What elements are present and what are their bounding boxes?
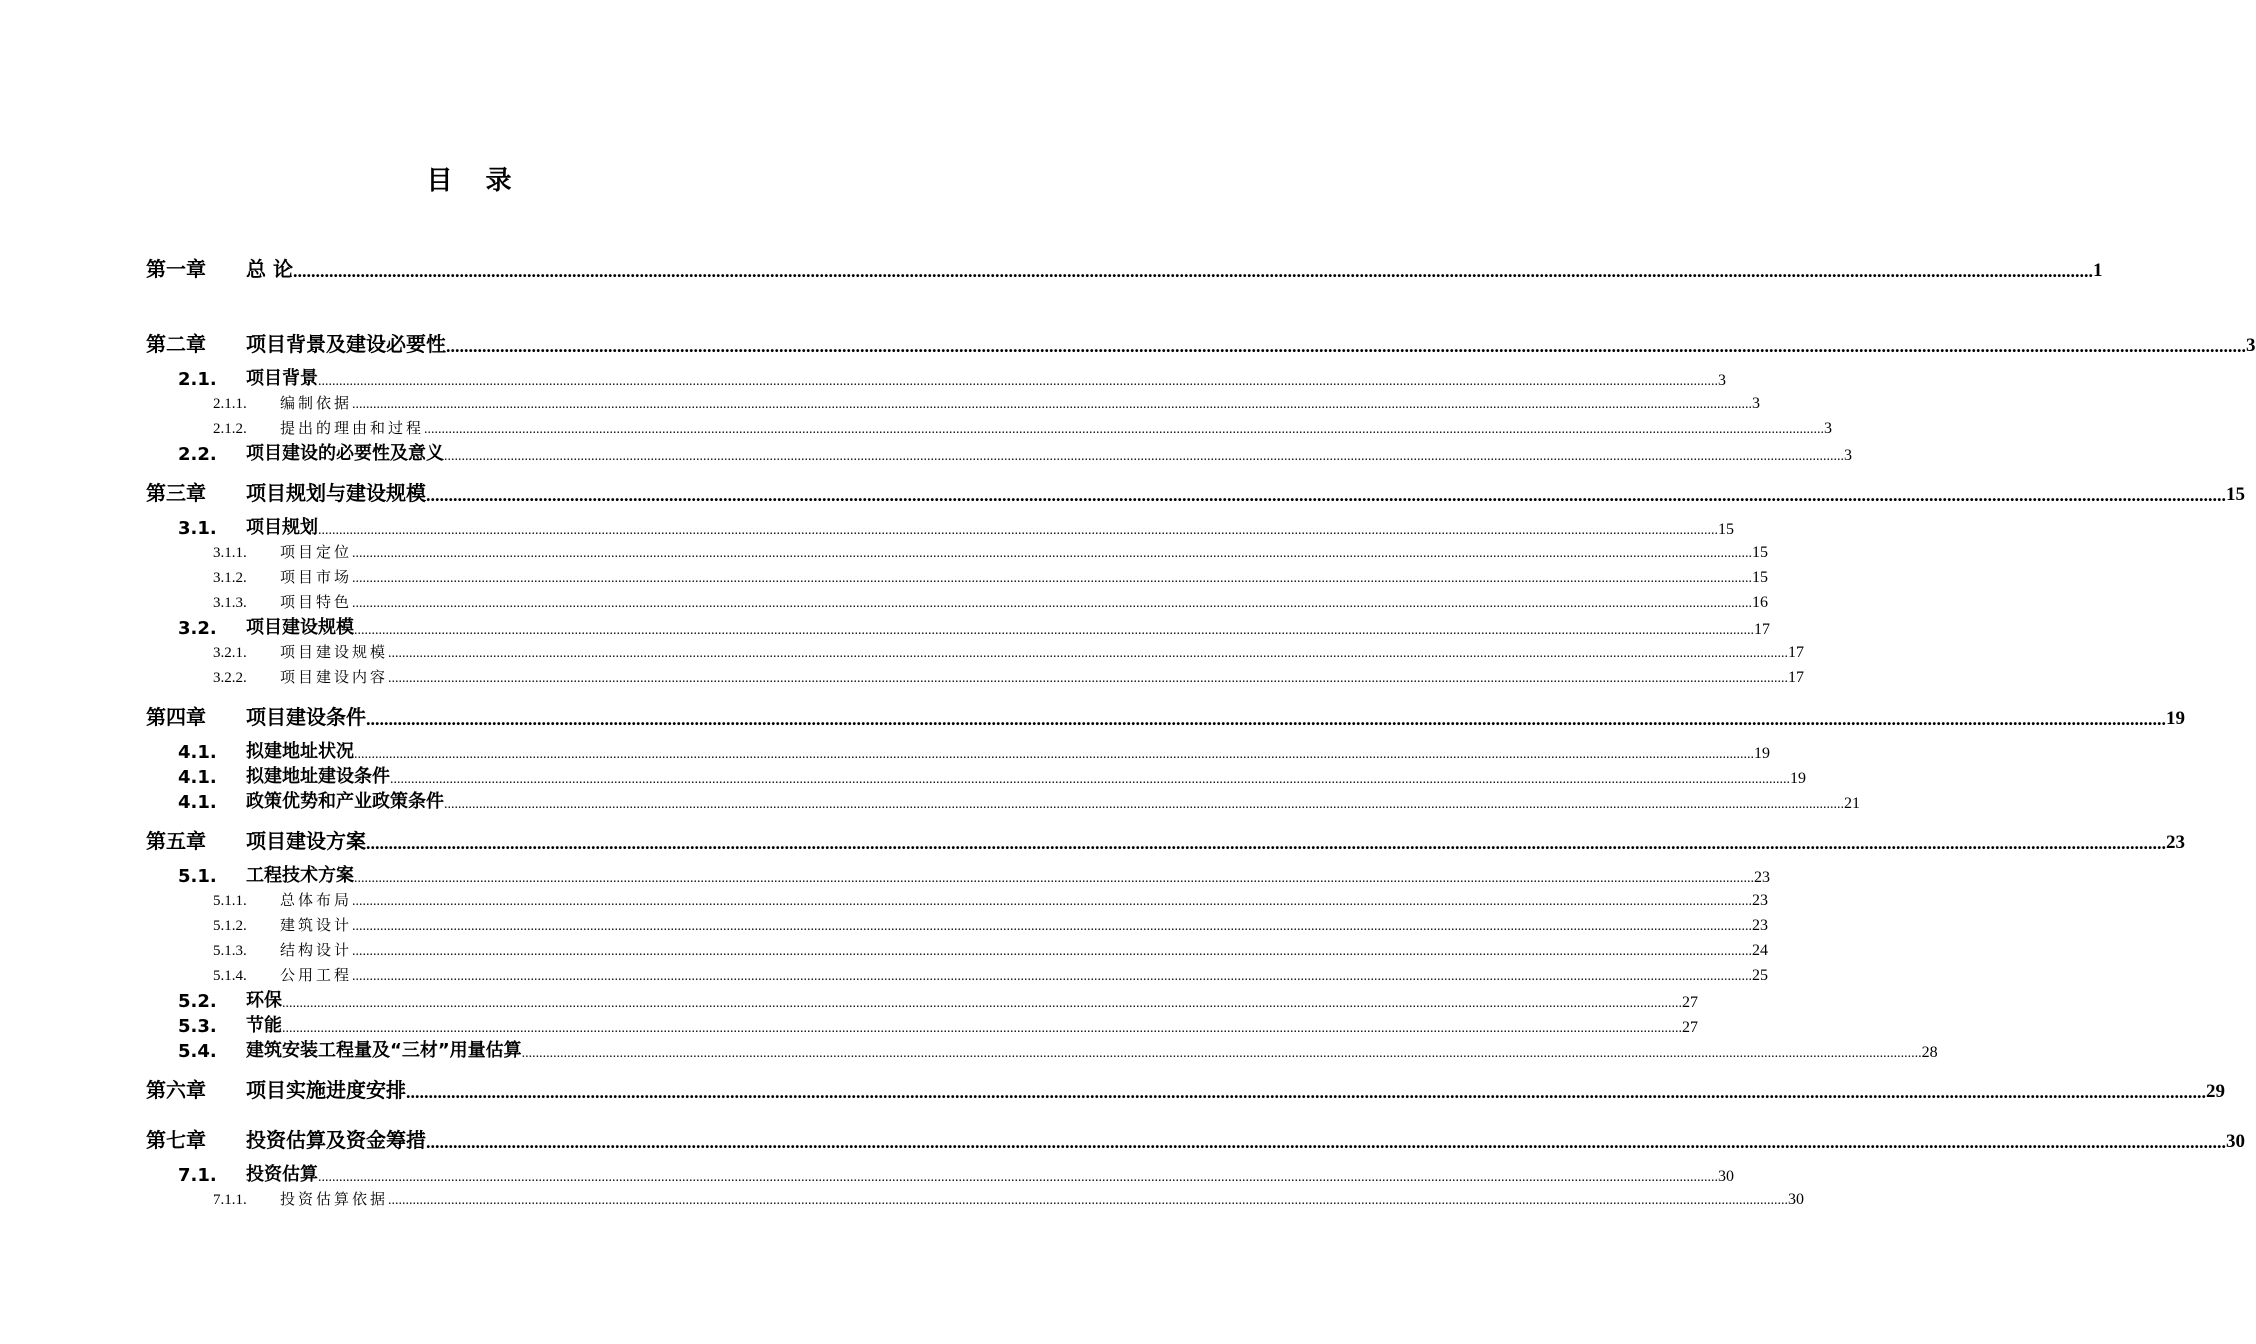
toc-entry-page: 17 <box>1788 669 1805 686</box>
toc-entry-number: 3.1.3. <box>213 595 247 611</box>
toc-entry-title: 投资估算 <box>246 1164 318 1185</box>
toc-entry-page: 30 <box>1788 1191 1805 1208</box>
toc-entry-title: 结构设计 <box>280 941 353 959</box>
toc-entry-page: 23 <box>1752 892 1769 909</box>
toc-entry-title: 编制依据 <box>280 394 353 412</box>
toc-entry-page: 15 <box>2226 484 2245 505</box>
toc-entry-level-2[interactable] <box>178 440 1852 465</box>
toc-entry-number: 7.1. <box>178 1165 217 1186</box>
dot-leader: ................................................................................................................................................................................................................................................................................................................................................................................................................ <box>292 261 2093 281</box>
dot-leader: ................................................................................................................................................................................................................................................................................................................................................................................................................ <box>388 671 1789 686</box>
toc-title: 目 录 <box>426 166 524 196</box>
toc-entry-number: 第六章 <box>146 1078 206 1102</box>
dot-leader: ................................................................................................................................................................................................................................................................................................................................................................................................................ <box>388 646 1789 661</box>
toc-entry-title: 项目背景及建设必要性 <box>246 332 446 356</box>
toc-entry-title: 项目建设内容 <box>280 668 389 686</box>
dot-leader: ................................................................................................................................................................................................................................................................................................................................................................................................................ <box>390 772 1790 787</box>
toc-entry-number: 4.1. <box>178 792 217 813</box>
toc-entry-title: 项目规划与建设规模 <box>246 481 426 505</box>
toc-entry-level-1[interactable] <box>146 1123 2245 1153</box>
toc-entry-level-3[interactable] <box>213 564 1769 587</box>
toc-entry-level-3[interactable] <box>213 589 1769 612</box>
toc-entry-title: 拟建地址状况 <box>246 741 354 762</box>
toc-entry-level-1[interactable] <box>146 327 2256 357</box>
dot-leader: ................................................................................................................................................................................................................................................................................................................................................................................................................ <box>282 1021 1682 1036</box>
toc-entry-page: 3 <box>1752 395 1761 412</box>
dot-leader: ................................................................................................................................................................................................................................................................................................................................................................................................................ <box>366 709 2166 729</box>
toc-entry-number: 5.1. <box>178 866 217 887</box>
toc-entry-title: 项目市场 <box>280 568 353 586</box>
toc-entry-title: 项目建设方案 <box>246 829 366 853</box>
dot-leader: ................................................................................................................................................................................................................................................................................................................................................................................................................ <box>352 944 1753 959</box>
toc-entry-level-3[interactable] <box>213 639 1805 662</box>
toc-entry-number: 2.1.2. <box>213 421 247 437</box>
toc-entry-level-1[interactable] <box>146 1073 2225 1103</box>
toc-entry-page: 25 <box>1752 967 1769 984</box>
toc-entry-level-1[interactable] <box>146 700 2185 730</box>
toc-entry-page: 21 <box>1844 795 1860 812</box>
toc-entry-level-2[interactable] <box>178 514 1734 539</box>
toc-entry-title: 项目建设条件 <box>246 705 366 729</box>
toc-entry-page: 16 <box>1752 594 1769 611</box>
toc-entry-page: 15 <box>1752 569 1769 586</box>
toc-entry-level-3[interactable] <box>213 415 1833 438</box>
toc-entry-page: 29 <box>2206 1081 2225 1102</box>
toc-entry-level-3[interactable] <box>213 887 1769 910</box>
dot-leader: ................................................................................................................................................................................................................................................................................................................................................................................................................ <box>388 1193 1789 1208</box>
toc-entry-number: 5.1.3. <box>213 943 247 959</box>
toc-entry-number: 第二章 <box>146 332 206 356</box>
toc-entry-number: 3.1.2. <box>213 570 247 586</box>
dot-leader: ................................................................................................................................................................................................................................................................................................................................................................................................................ <box>282 996 1682 1011</box>
toc-entry-page: 3 <box>1824 420 1833 437</box>
toc-entry-page: 27 <box>1682 1019 1698 1036</box>
toc-entry-number: 第四章 <box>146 705 206 729</box>
toc-entry-level-2[interactable] <box>178 614 1770 639</box>
toc-entry-level-2[interactable] <box>178 763 1806 788</box>
toc-entry-title: 项目建设的必要性及意义 <box>246 443 444 464</box>
toc-entry-page: 28 <box>1921 1044 1938 1061</box>
toc-entry-level-2[interactable] <box>178 738 1770 763</box>
toc-entry-title: 总 论 <box>246 257 293 281</box>
toc-entry-title: 项目建设规模 <box>280 643 389 661</box>
toc-entry-level-2[interactable] <box>178 1012 1698 1037</box>
dot-leader: ................................................................................................................................................................................................................................................................................................................................................................................................................ <box>318 523 1718 538</box>
toc-entry-title: 投资估算依据 <box>280 1190 389 1208</box>
toc-entry-page: 3 <box>1718 372 1726 389</box>
toc-entry-level-3[interactable] <box>213 664 1805 687</box>
toc-entry-title: 建筑设计 <box>280 916 353 934</box>
toc-entry-number: 2.1.1. <box>213 396 247 412</box>
toc-entry-number: 第七章 <box>146 1128 206 1152</box>
toc-entry-page: 24 <box>1752 942 1769 959</box>
dot-leader: ................................................................................................................................................................................................................................................................................................................................................................................................................ <box>444 449 1844 464</box>
toc-entry-number: 第三章 <box>146 481 206 505</box>
toc-entry-number: 3.2. <box>178 618 217 639</box>
dot-leader: ................................................................................................................................................................................................................................................................................................................................................................................................................ <box>366 833 2166 853</box>
toc-entry-number: 4.1. <box>178 742 217 763</box>
toc-entry-page: 23 <box>1752 917 1769 934</box>
toc-entry-number: 5.4. <box>178 1041 217 1062</box>
toc-entry-page: 17 <box>1754 621 1770 638</box>
toc-entry-page: 19 <box>1790 770 1806 787</box>
toc-entry-page: 23 <box>2166 832 2185 853</box>
toc-entry-level-3[interactable] <box>213 390 1761 413</box>
toc-entry-number: 2.1. <box>178 369 217 390</box>
toc-entry-number: 3.2.1. <box>213 645 247 661</box>
toc-entry-number: 4.1. <box>178 767 217 788</box>
toc-entry-number: 3.1. <box>178 518 217 539</box>
toc-entry-level-2[interactable] <box>178 862 1770 887</box>
toc-entry-page: 1 <box>2092 260 2103 281</box>
dot-leader: ................................................................................................................................................................................................................................................................................................................................................................................................................ <box>426 1132 2226 1152</box>
toc-entry-page: 3 <box>2246 335 2256 356</box>
toc-entry-title: 提出的理由和过程 <box>280 419 425 437</box>
toc-entry-level-3[interactable] <box>213 1186 1805 1209</box>
dot-leader: ................................................................................................................................................................................................................................................................................................................................................................................................................ <box>352 571 1753 586</box>
dot-leader: ................................................................................................................................................................................................................................................................................................................................................................................................................ <box>354 623 1754 638</box>
toc-entry-title: 项目定位 <box>280 543 353 561</box>
toc-entry-level-2[interactable] <box>178 788 1860 813</box>
dot-leader: ................................................................................................................................................................................................................................................................................................................................................................................................................ <box>424 422 1825 437</box>
toc-entry-title: 环保 <box>246 990 282 1011</box>
toc-entry-level-1[interactable] <box>146 824 2185 854</box>
dot-leader: ................................................................................................................................................................................................................................................................................................................................................................................................................ <box>352 546 1753 561</box>
toc-entry-number: 5.3. <box>178 1016 217 1037</box>
toc-entry-page: 15 <box>1718 521 1734 538</box>
toc-entry-page: 23 <box>1754 869 1770 886</box>
toc-entry-level-3[interactable] <box>213 962 1769 985</box>
dot-leader: ................................................................................................................................................................................................................................................................................................................................................................................................................ <box>352 969 1753 984</box>
dot-leader: ................................................................................................................................................................................................................................................................................................................................................................................................................ <box>318 1170 1718 1185</box>
toc-entry-level-2[interactable] <box>178 1161 1734 1186</box>
dot-leader: ................................................................................................................................................................................................................................................................................................................................................................................................................ <box>352 894 1753 909</box>
toc-entry-number: 5.1.4. <box>213 968 247 984</box>
toc-entry-page: 27 <box>1682 994 1698 1011</box>
toc-entry-title: 拟建地址建设条件 <box>246 766 390 787</box>
toc-entry-number: 3.1.1. <box>213 545 247 561</box>
toc-entry-number: 3.2.2. <box>213 670 247 686</box>
toc-entry-title: 工程技术方案 <box>246 865 354 886</box>
toc-entry-number: 第五章 <box>146 829 206 853</box>
toc-entry-page: 30 <box>1718 1168 1734 1185</box>
toc-entry-title: 项目背景 <box>246 368 318 389</box>
dot-leader: ................................................................................................................................................................................................................................................................................................................................................................................................................ <box>444 797 1844 812</box>
toc-entry-number: 5.2. <box>178 991 217 1012</box>
toc-entry-title: 总体布局 <box>280 891 353 909</box>
toc-entry-level-3[interactable] <box>213 937 1769 960</box>
toc-entry-page: 17 <box>1788 644 1805 661</box>
toc-entry-level-3[interactable] <box>213 912 1769 935</box>
toc-entry-page: 19 <box>2166 708 2185 729</box>
toc-entry-number: 第一章 <box>146 257 206 281</box>
dot-leader: ................................................................................................................................................................................................................................................................................................................................................................................................................ <box>426 485 2226 505</box>
toc-entry-title: 政策优势和产业政策条件 <box>246 791 444 812</box>
toc-entry-level-3[interactable] <box>213 539 1769 562</box>
toc-entry-title: 项目特色 <box>280 593 353 611</box>
toc-entry-page: 19 <box>1754 745 1770 762</box>
toc-entry-title: 项目建设规模 <box>246 617 354 638</box>
toc-entry-title: 公用工程 <box>280 966 353 984</box>
toc-entry-title: 建筑安装工程量及“三材”用量估算 <box>246 1040 522 1061</box>
dot-leader: ................................................................................................................................................................................................................................................................................................................................................................................................................ <box>352 596 1753 611</box>
toc-entry-number: 7.1.1. <box>213 1192 247 1208</box>
toc-entry-level-2[interactable] <box>178 1037 1938 1062</box>
dot-leader: ................................................................................................................................................................................................................................................................................................................................................................................................................ <box>521 1046 1922 1061</box>
toc-entry-title: 投资估算及资金筹措 <box>246 1128 426 1152</box>
toc-entry-page: 3 <box>1844 447 1852 464</box>
toc-entry-page: 30 <box>2226 1131 2245 1152</box>
dot-leader: ................................................................................................................................................................................................................................................................................................................................................................................................................ <box>354 871 1754 886</box>
toc-entry-number: 5.1.2. <box>213 918 247 934</box>
dot-leader: ................................................................................................................................................................................................................................................................................................................................................................................................................ <box>354 747 1754 762</box>
toc-entry-title: 项目实施进度安排 <box>246 1078 406 1102</box>
dot-leader: ................................................................................................................................................................................................................................................................................................................................................................................................................ <box>446 336 2246 356</box>
toc-entry-level-2[interactable] <box>178 987 1698 1012</box>
toc-entry-number: 5.1.1. <box>213 893 247 909</box>
toc-entry-title: 项目规划 <box>246 517 318 538</box>
toc-entry-page: 15 <box>1752 544 1769 561</box>
dot-leader: ................................................................................................................................................................................................................................................................................................................................................................................................................ <box>318 374 1718 389</box>
dot-leader: ................................................................................................................................................................................................................................................................................................................................................................................................................ <box>352 919 1753 934</box>
dot-leader: ................................................................................................................................................................................................................................................................................................................................................................................................................ <box>406 1082 2206 1102</box>
dot-leader: ................................................................................................................................................................................................................................................................................................................................................................................................................ <box>352 397 1753 412</box>
toc-entry-level-1[interactable] <box>146 252 2103 282</box>
toc-entry-number: 2.2. <box>178 444 217 465</box>
toc-entry-level-1[interactable] <box>146 476 2245 506</box>
toc-entry-level-2[interactable] <box>178 365 1726 390</box>
toc-entry-title: 节能 <box>246 1015 282 1036</box>
